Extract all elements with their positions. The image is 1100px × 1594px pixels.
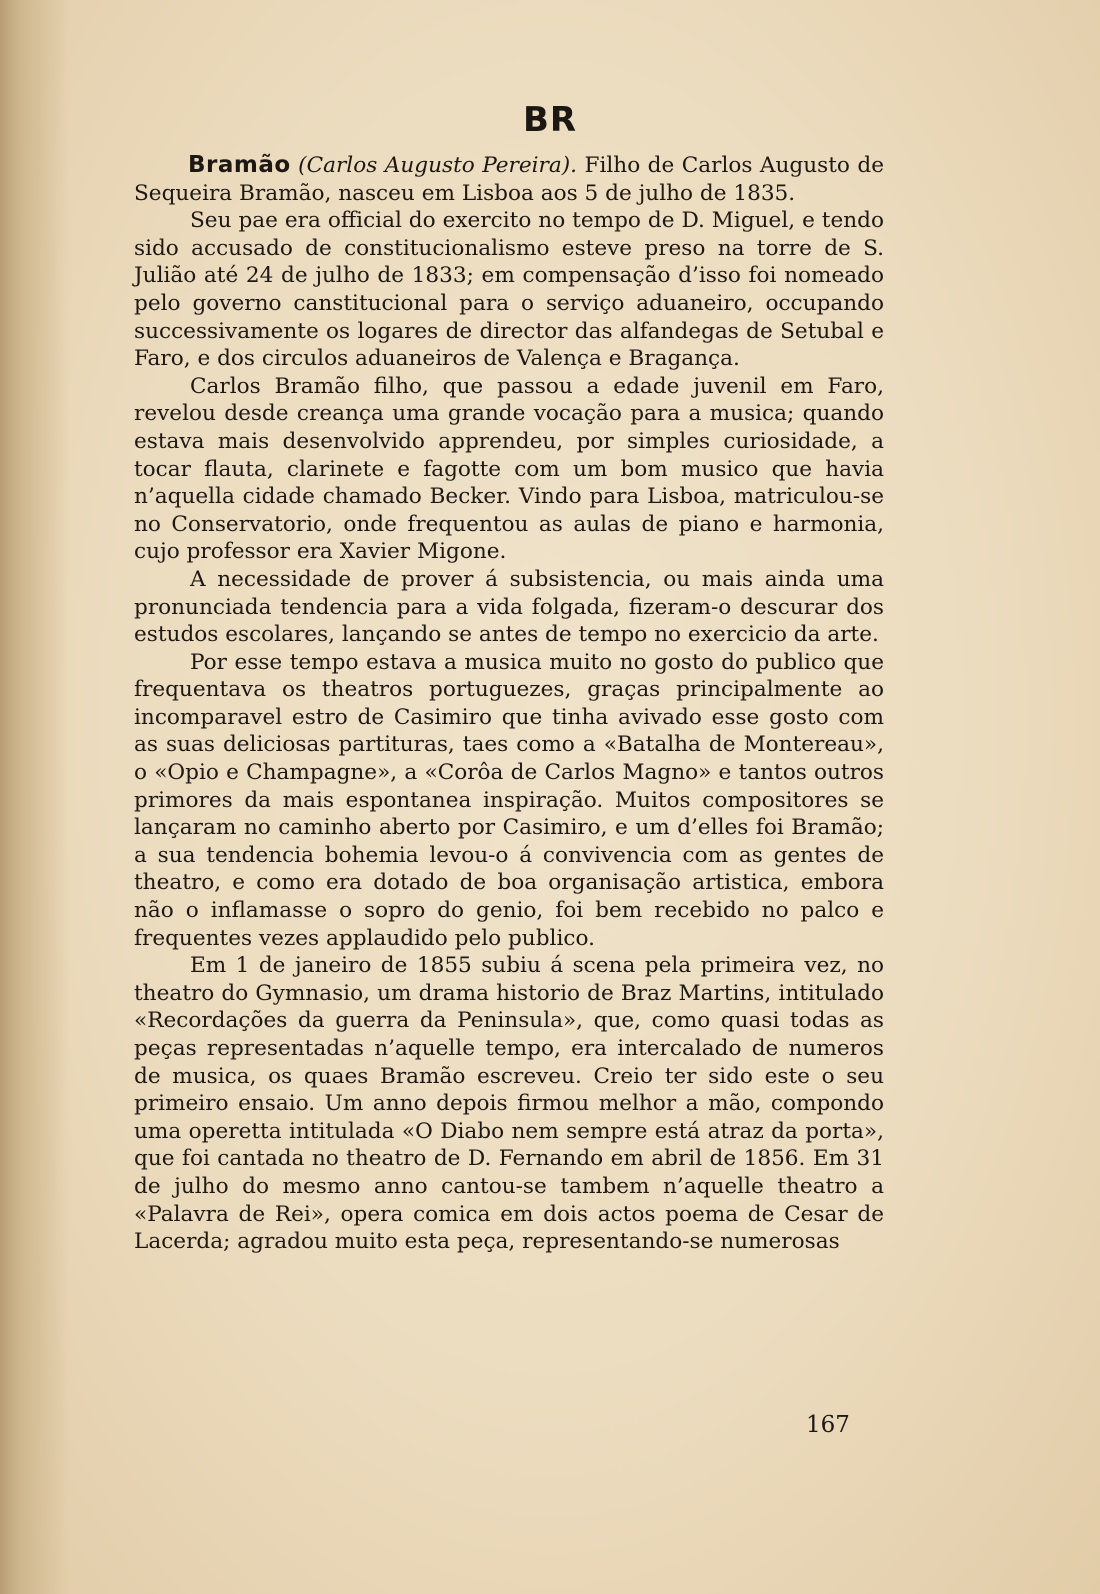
paragraph: A necessidade de prover á subsistencia, ou mais ainda uma pronunciada tendencia para a vida folgada, fizeram-o descurar dos estudos escolares, lançando se antes de tempo no exercicio da arte. [134, 566, 884, 648]
page-number: 167 [806, 1412, 850, 1438]
entry-intro: Filho de Carlos Augusto de Sequeira Bramão, nasceu em Lisboa aos 5 de julho de 1835. [134, 153, 884, 206]
entry-paragraph [134, 152, 884, 207]
paragraph: Seu pae era official do exercito no tempo de D. Miguel, e tendo sido accusado de constitucionalismo esteve preso na torre de S. Julião até 24 de julho de 1833; em compensação d’isso foi nomeado pelo governo canstitucional para o serviço aduaneiro, occupando successivamente os logares de director das alfandegas de Setubal e Faro, e dos circulos aduaneiros de Valença e Bragança. [134, 208, 884, 372]
section-header: BR [522, 100, 578, 140]
body-text [134, 152, 884, 1256]
entry-name: Bramão [188, 152, 291, 178]
paragraph: Por esse tempo estava a musica muito no gosto do publico que frequentava os theatros portuguezes, graças principalmente ao incomparavel estro de Casimiro que tinha avivado esse gosto com as suas deliciosas partituras, taes como a «Batalha de Montereau», o «Opio e Champagne», a «Corôa de Carlos Magno» e tantos outros primores da mais espontanea inspiração. Muitos compositores se lançaram no caminho aberto por Casimiro, e um d’elles foi Bramão; a sua tendencia bohemia levou-o á convivencia com as gentes de theatro, e como era dotado de boa organisação artistica, embora não o inflamasse o sopro do genio, foi bem recebido no palco e frequentes vezes applaudido pelo publico. [134, 649, 884, 951]
paragraph: Em 1 de janeiro de 1855 subiu á scena pela primeira vez, no theatro do Gymnasio, um drama historio de Braz Martins, intitulado «Recordações da guerra da Peninsula», que, como quasi todas as peças representadas n’aquelle tempo, era intercalado de numeros de musica, os quaes Bramão escreveu. Creio ter sido este o seu primeiro ensaio. Um anno depois firmou melhor a mão, compondo uma operetta intitulada «O Diabo nem sempre está atraz da porta», que foi cantada no theatro de D. Fernando em abril de 1856. Em 31 de julho do mesmo anno cantou-se tambem n’aquelle theatro a «Palavra de Rei», opera comica em dois actos poema de Cesar de Lacerda; agradou muito esta peça, representando-se numerosas [134, 953, 884, 1255]
entry-parenthetical: (Carlos Augusto Pereira). [298, 153, 578, 178]
binding-shadow [0, 0, 70, 1594]
paragraph: Carlos Bramão filho, que passou a edade juvenil em Faro, revelou desde creança uma grande vocação para a musica; quando estava mais desenvolvido apprendeu, por simples curiosidade, a tocar flauta, clarinete e fagotte com um bom musico que havia n’aquella cidade chamado Becker. Vindo para Lisboa, matriculou-se no Conservatorio, onde frequentou as aulas de piano e harmonia, cujo professor era Xavier Migone. [134, 373, 884, 565]
